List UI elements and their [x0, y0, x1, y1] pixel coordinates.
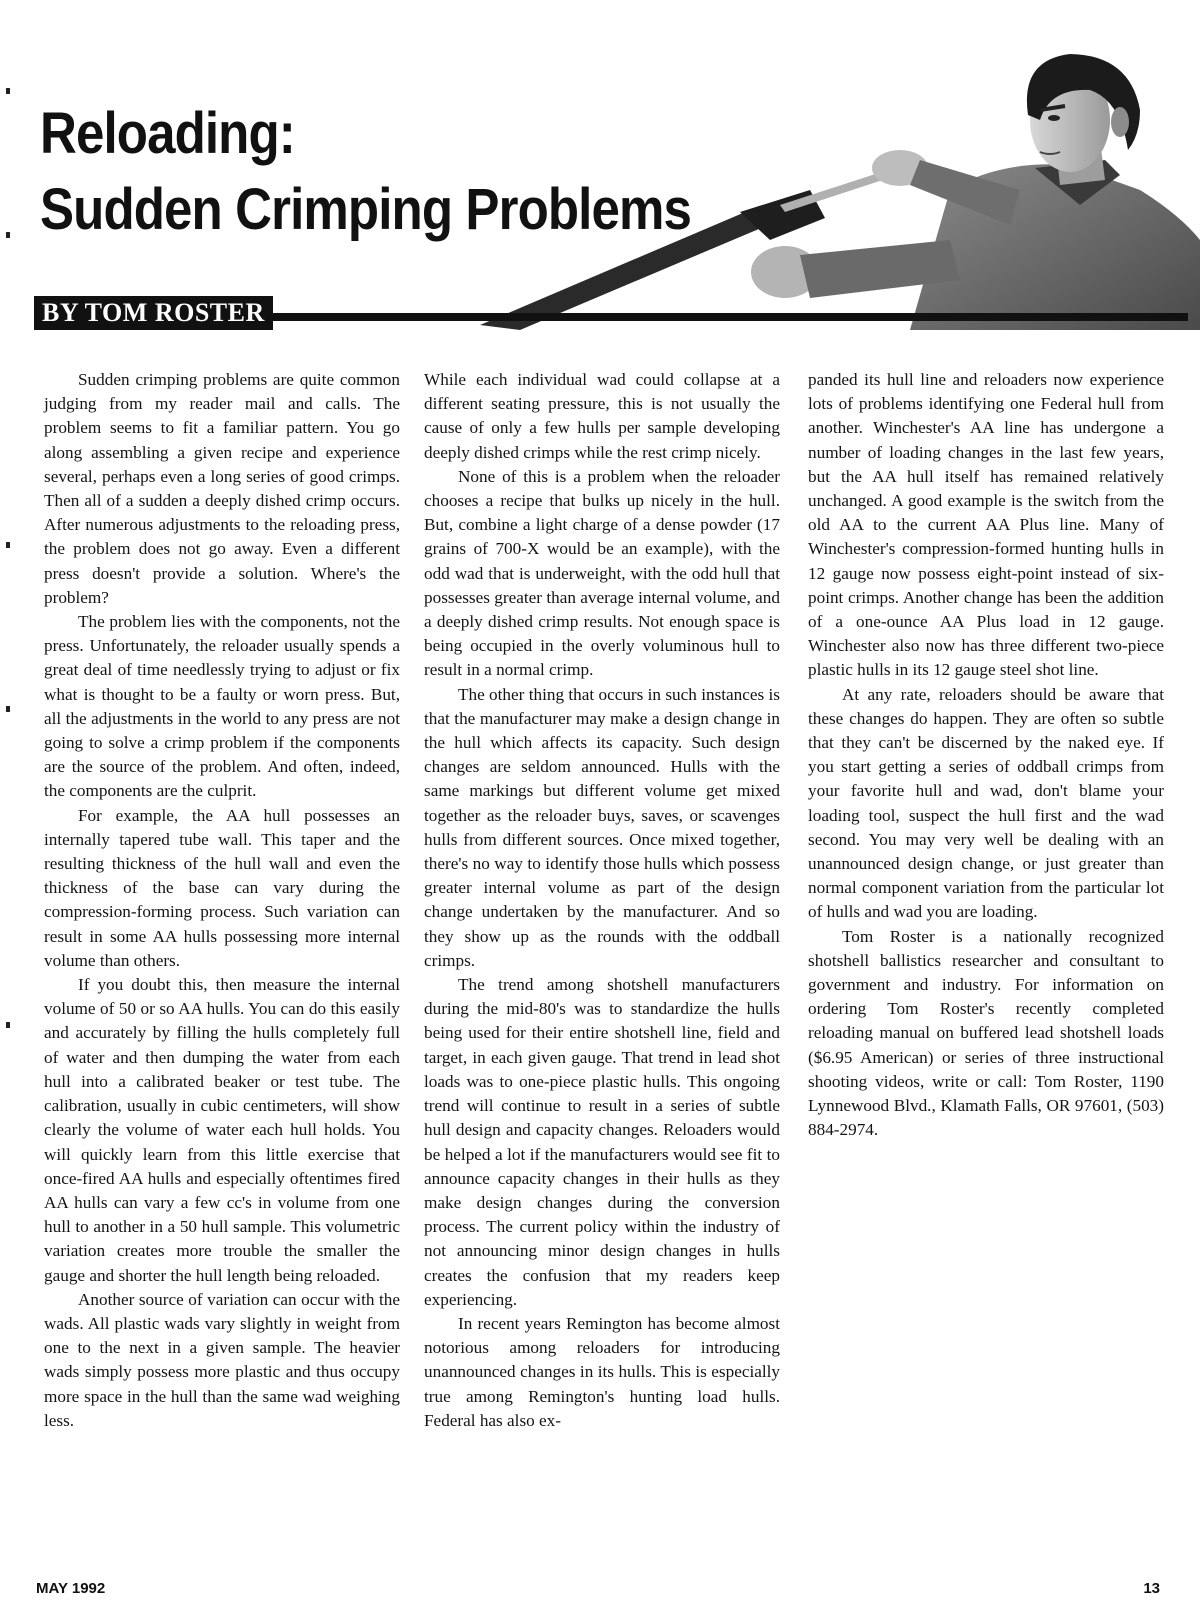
title-line-1: Reloading: [40, 101, 295, 166]
ear-shape [1111, 107, 1129, 137]
article-title [40, 96, 691, 248]
page-number: 13 [1143, 1580, 1160, 1597]
paragraph: The other thing that occurs in such instances is that the manufacturer may make a design change in the hull which affects its capacity. Such design changes are seldom announced. Hulls with the same markings but different volume get mixed together as the reloader buys, saves, or scavenges hulls from different sources. Once mixed together, there's no way to identify those hulls which possess greater internal volume as part of the design change undertaken by the manufacturer. And so they show up as the rounds with the oddball crimps. [424, 684, 780, 970]
paragraph: Sudden crimping problems are quite common judging from my reader mail and calls. The problem seems to fit a familiar pattern. You go along assembling a given recipe and experience several, perhaps even a long series of good crimps. Then all of a sudden a deeply dished crimp occurs. After numerous adjustments to the reloading press, the problem does not go away. Even a different press doesn't provide a solution. Where's the problem? [44, 370, 400, 607]
margin-tick [6, 542, 10, 548]
paragraph: The trend among shotshell manufacturers during the mid-80's was to standardize the hulls being used for their entire shotshell line, field and target, in each given gauge. That trend in lead shot loads was to one-piece plastic hulls. This ongoing trend will continue to result in a series of subtle hull design and capacity changes. Reloaders would be helped a lot if the manufacturers would see fit to announce capacity changes in their hulls as they make design changes during the conversion process. The current policy within the industry of not announcing minor design changes in hulls creates the confusion that my readers keep experiencing. [424, 975, 780, 1309]
issue-date: MAY 1992 [36, 1580, 106, 1597]
text-column-2 [424, 368, 780, 1433]
paragraph: panded its hull line and reloaders now experience lots of problems identifying one Federal hull from another. Winchester's AA line has undergone a number of loading changes in the last few years, but the AA hull itself has remained relatively unchanged. A good example is the switch from the old AA to the current AA Plus line. Many of Winchester's compression-formed hunting hulls in 12 gauge now possess eight-point instead of six-point crimps. Another change has been the addition of a one-ounce AA Plus load in 12 gauge. Winchester also now has three different two-piece plastic hulls in its 12 gauge steel shot line. [808, 370, 1164, 680]
paragraph: The problem lies with the components, not the press. Unfortunately, the reloader usually spends a great deal of time needlessly trying to adjust or fix what is thought to be a faulty or worn press. But, all the adjustments in the world to any press are not going to solve a crimp problem if the components are the source of the problem. And often, indeed, the components are the culprit. [44, 612, 400, 801]
text-column-1 [44, 368, 400, 1433]
margin-tick [6, 706, 10, 712]
margin-tick [6, 1022, 10, 1028]
title-line-2: Sudden Crimping Problems [40, 177, 691, 242]
paragraph: For example, the AA hull possesses an internally tapered tube wall. This taper and the resulting thickness of the hull wall and even the thickness of the base can vary during the compression-forming process. Such variation can result in some AA hulls possessing more internal volume than others. [44, 805, 400, 970]
byline: BY TOM ROSTER [34, 296, 273, 330]
paragraph: While each individual wad could collapse at a different seating pressure, this is not usually the cause of only a few hulls per sample developing deeply dished crimps while the rest crimp nicely. [424, 370, 780, 462]
paragraph: None of this is a problem when the reloader chooses a recipe that bulks up nicely in the hull. But, combine a light charge of a dense powder (17 grains of 700-X would be an example), with the odd wad that is underweight, with the odd hull that possesses greater than average internal volume, and a deeply dished crimp results. Not enough space is being occupied in the overly voluminous hull to result in a normal crimp. [424, 466, 780, 680]
margin-tick [6, 88, 10, 94]
paragraph: Tom Roster is a nationally recognized shotshell ballistics researcher and consultant to government and industry. For information on ordering Tom Roster's recently completed reloading manual on buffered lead shotshell loads ($6.95 American) or series of three instructional shooting videos, write or call: Tom Roster, 1190 Lynnewood Blvd., Klamath Falls, OR 97601, (503) 884-2974. [808, 926, 1164, 1140]
paragraph: If you doubt this, then measure the internal volume of 50 or so AA hulls. You can do this easily and accurately by filling the hulls completely full of water and then dumping the water from each hull into a calibrated beaker or test tube. The calibration, usually in cubic centimeters, will show clearly the volume of water each hull holds. You will quickly learn from this little exercise that once-fired AA hulls and especially oftentimes fired AA hulls can vary a few cc's in volume from one hull to another in a 50 hull sample. This volumetric variation creates more trouble the smaller the gauge and shorter the hull length being reloaded. [44, 975, 400, 1285]
paragraph: In recent years Remington has become almost notorious among reloaders for introducing unannounced changes in its hulls. This is especially true among Remington's hunting load hulls. Federal has also ex- [424, 1313, 780, 1430]
text-column-3 [808, 368, 1164, 1143]
paragraph: At any rate, reloaders should be aware that these changes do happen. They are often so subtle that they can't be discerned by the naked eye. If you start getting a series of oddball crimps from your favorite hull and wad, don't blame your loading tool, suspect the hull first and the wad second. You may very well be dealing with an unannounced design change, or just greater than normal component variation from the particular lot of hulls and wad you are loading. [808, 684, 1164, 922]
paragraph: Another source of variation can occur with the wads. All plastic wads vary slightly in weight from one to the next in a given sample. The heavier wads simply possess more plastic and thus occupy more space in the hull than the same wad weighing less. [44, 1289, 400, 1430]
margin-tick [6, 232, 10, 238]
